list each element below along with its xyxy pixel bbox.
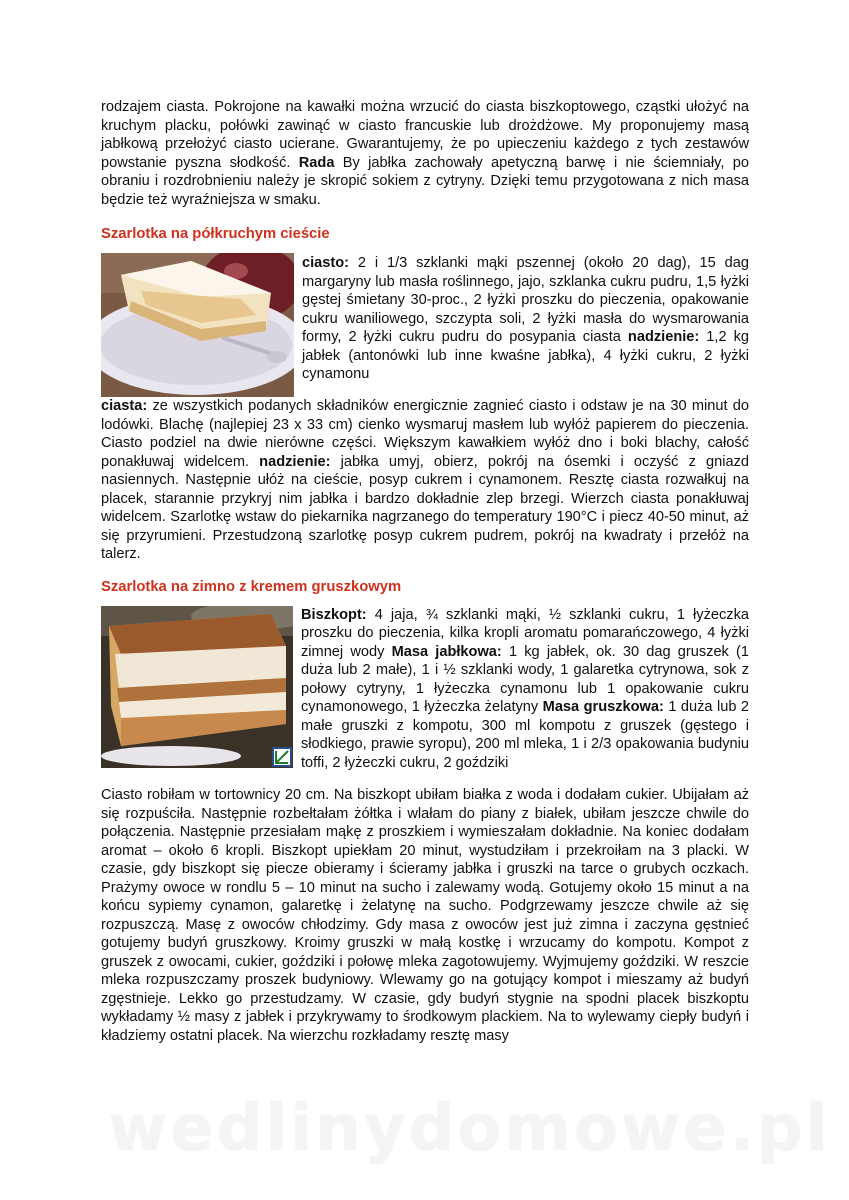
tip-label: Rada [298, 154, 335, 171]
recipe2-method: Ciasto robiłam w tortownicy 20 cm. Na biszkopt ubiłam białka z woda i dodałam cukier. Ubijałam aż się rozpuściła. Następnie rozbełtałam żółtka i wlałam do piany z białek, ubiłam jeszcze chwile do połączenia. Następnie przesiałam mąkę z proszkiem i wymieszałam dokładnie. Na koniec dodałam aromat – około 6 kropli. Biszkopt upiekłam 20 minut, wystudziłam i przekroiłam na 3 placki. W czasie, gdy biszkopt się piecze obieramy i ścieramy jabłka i gruszki na tarce o grubych oczkach. Prażymy owoce w rondlu 5 – 10 minut na sucho i zalewamy wodą. Gotujemy około 15 minut a na końcu sypiemy cynamon, galaretkę i żelatynę na sucho. Podgrzewamy jeszcze chwile aż się rozpuszczą. Masę z owoców chłodzimy. Gdy masa z owoców jest już zimna i zaczyna gęstnieć gotujemy budyń gruszkowy. Kroimy gruszki w małą kostkę i wrzucamy do kompotu. Kompot z gruszek z owocami, cukier, goździki i połowę mleka zagotowujemy. Wyjmujemy goździki. W reszcie mleka rozpuszczamy proszek budyniowy. Wlewamy go na gotujący kompot i mieszamy aż budyń zgęstnieje. Lekko go przestudzamy. W czasie, gdy budyń stygnie na spodni placek biszkoptu wykładamy ½ masy z jabłek i przykrywamy to środkowym plackiem. Na to wylewamy ciepły budyń i kładziemy ostatni placek. Na wierzchu rozkładamy resztę masy [101, 787, 749, 1044]
recipe1-ingredients-block [101, 253, 749, 397]
sponge-label: Biszkopt: [301, 606, 367, 623]
intro-text: rodzajem ciasta. Pokrojone na kawałki można wrzucić do ciasta biszkoptowego, cząstki ułożyć na kruchym placku, połówki zawinąć w ciasto francuskie lub drożdżowe. My proponujemy masą jabłkową przełożyć ciasto ucierane. Gwarantujemy, że po upieczeniu każdego z tych zestawów powstanie pyszna słodkość. [101, 99, 749, 171]
recipe1-title: Szarlotka na półkruchym cieście [101, 226, 330, 242]
watermark: wedlinydomowe.pl [108, 1092, 831, 1166]
recipe2-ingredients: Biszkopt: 4 jaja, ¾ szklanki mąki, ½ szklanki cukru, 1 łyżeczka proszku do pieczenia, kilka kropli aromatu pomarańczowego, 4 łyżki zimnej wody Masa jabłkowa: 1 kg jabłek, ok. 30 dag gruszek (1 duża lub 2 małe), 1 i ½ szklanki wody, 1 galaretka cytrynowa, sok z połowy cytryny, 1 łyżeczka cynamonu lub 1 opakowanie cukru cynamonowego, 1 łyżeczka żelatyny Masa gruszkowa: 1 duża lub 2 małe gruszki z kompotu, 300 ml kompotu z gruszek (gęstego i słodkiego, prawie syropu), 200 ml mleka, 1 i 2/3 opakowania budyniu toffi, 2 łyżeczki cukru, 2 goździki [301, 606, 750, 771]
apple-mass-label: Masa jabłkowa: [391, 643, 502, 660]
recipe2-photo [101, 606, 293, 768]
recipe2-ingredients-block [101, 606, 749, 773]
tip-text: By jabłka zachowały apetyczną barwę i nie ściemniały, po obraniu i rozdrobnieniu należy je skropić sokiem z cytryny. Dzięki temu przygotowana z nich masa będzie też wyraźniejsza w smaku. [101, 154, 749, 208]
recipe1-photo [101, 253, 294, 397]
method-filling-label: nadzienie: [259, 453, 331, 470]
recipe1-ingredients: ciasto: 2 i 1/3 szklanki mąki pszennej (około 20 dag), 15 dag margaryny lub masła roślinnego, jajo, szklanka cukru pudru, 1,5 łyżki gęstej śmietany 30-proc., 2 łyżki proszku do pieczenia, opakowanie cukru waniliowego, szczypta soli, 2 łyżki masła do wysmarowania formy, 2 łyżki cukru pudru do posypania ciasta nadzienie: 1,2 kg jabłek (antonówki lub inne kwaśne jabłka), 4 łyżki cukru, 2 łyżki cynamonu [302, 255, 749, 382]
recipe1-method: ciasta: ze wszystkich podanych składników energicznie zagnieć ciasto i odstaw je na 30 minut do lodówki. Blachę (najlepiej 23 x 33 cm) cienko wysmaruj masłem lub wyłóż papierem do pieczenia. Ciasto podziel na dwie nierówne części. Większym kawałkiem wyłóż dno i boki blachy, całość ponakłuwaj widelcem. nadzienie: jabłka umyj, obierz, pokrój na ósemki i oczyść z gniazd nasiennych. Następnie ułóż na cieście, posyp cukrem i cynamonem. Resztę ciasta rozwałkuj na placek, starannie przykryj nim jabłka i bardzo dokładnie zlep brzegi. Wierzch ciasta ponakłuwaj widelcem. Szarlotkę wstaw do piekarnika nagrzanego do temperatury 190°C i piecz 40-50 minut, aż się przyrumieni. Przestudzoną szarlotkę posyp cukrem pudrem, pokrój na kwadraty i przełóż na talerz. [101, 398, 749, 562]
document-page [101, 98, 749, 1045]
intro-paragraph [101, 98, 749, 209]
filling-label: nadzienie: [627, 329, 700, 345]
pear-mass-label: Masa gruszkowa: [542, 699, 664, 715]
recipe2-title: Szarlotka na zimno z kremem gruszkowym [101, 578, 402, 595]
dough-label: ciasto: [302, 255, 350, 271]
method-dough-label: ciasta: [101, 398, 148, 414]
